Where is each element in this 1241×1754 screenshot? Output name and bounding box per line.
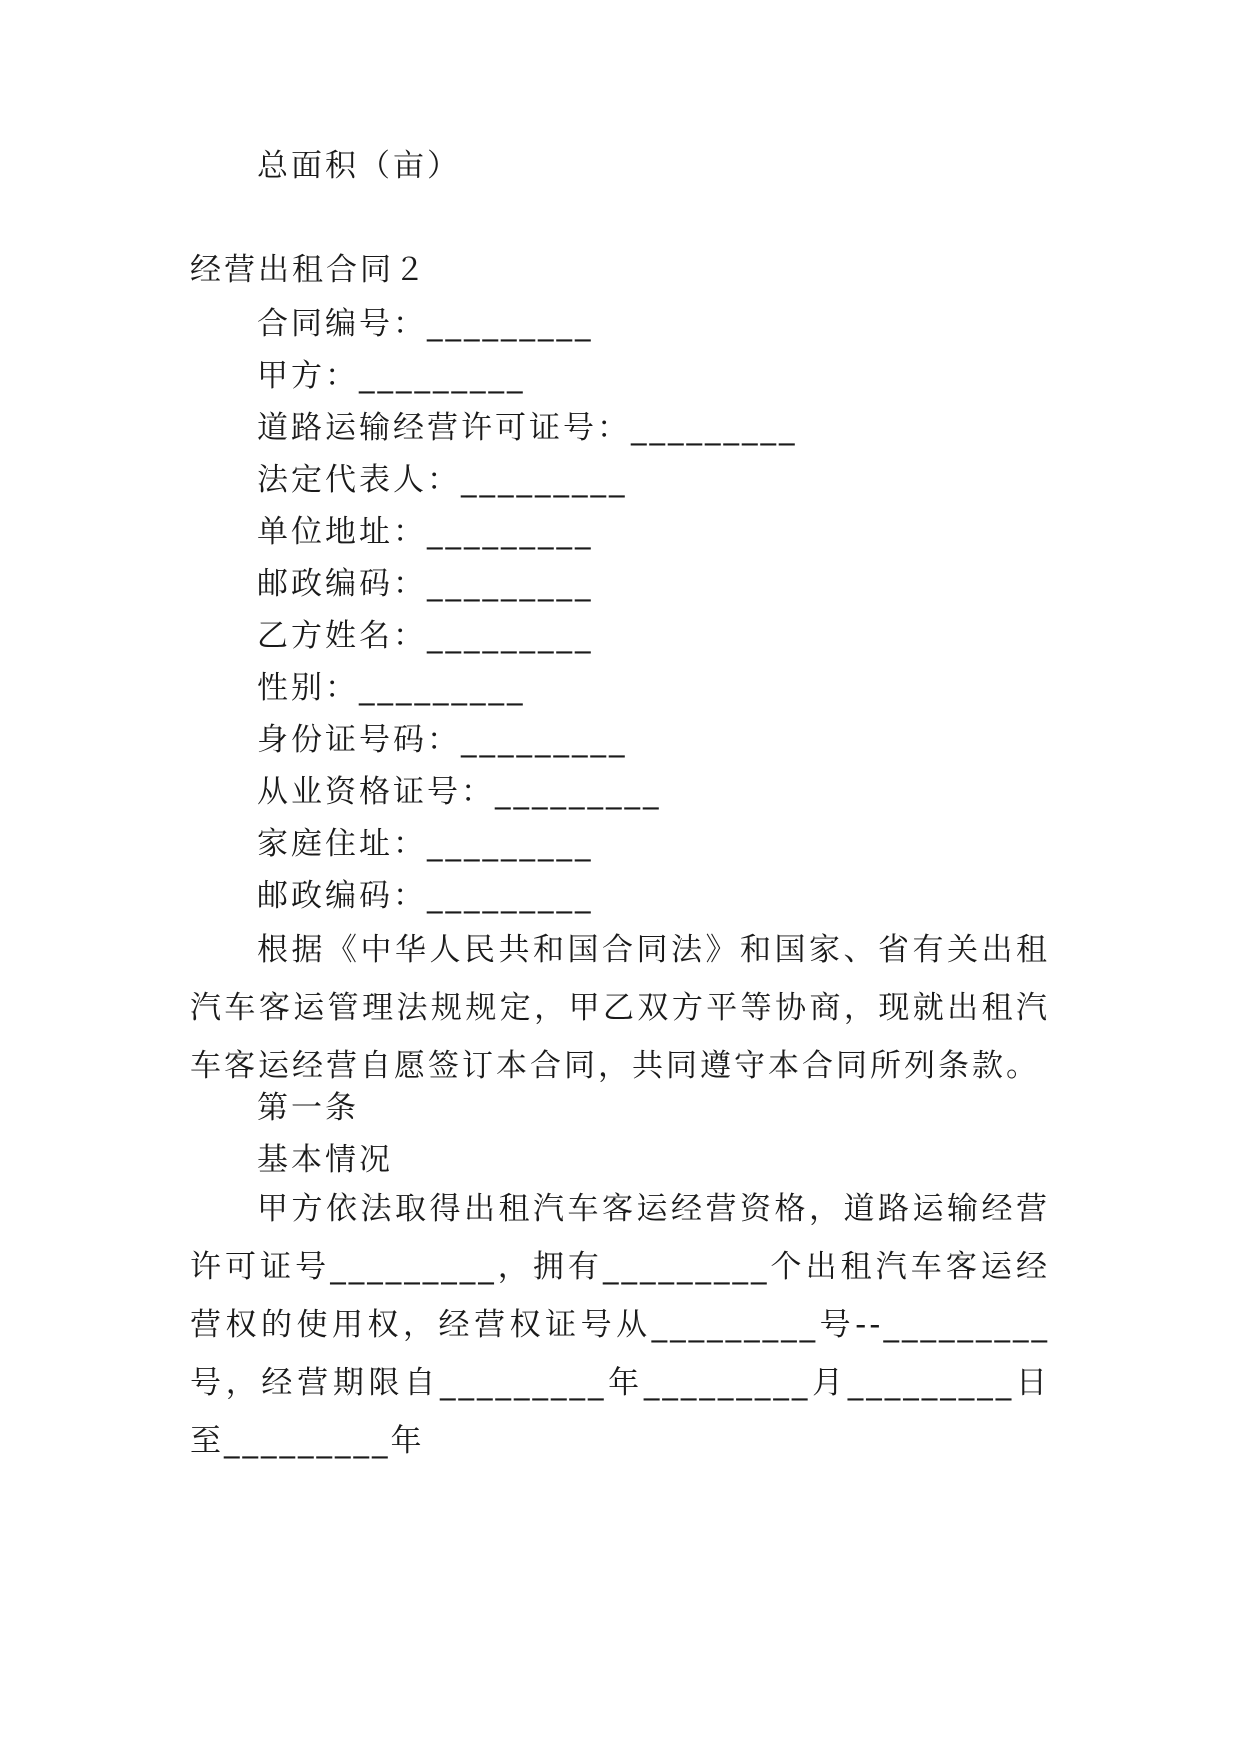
field-label: 从业资格证号： — [257, 774, 495, 810]
field-blank: _________ — [461, 722, 628, 758]
field-blank: _________ — [359, 670, 526, 706]
field-party-a — [257, 356, 526, 396]
field-legal-representative — [257, 460, 628, 500]
field-label: 邮政编码： — [257, 878, 427, 914]
field-label: 乙方姓名： — [257, 618, 427, 654]
field-home-address — [257, 824, 594, 864]
field-transport-license-number — [257, 408, 798, 448]
field-label: 性别： — [257, 670, 359, 706]
field-blank: _________ — [427, 826, 594, 862]
total-area-label: 总面积（亩） — [257, 148, 461, 184]
field-blank: _________ — [495, 774, 662, 810]
field-blank: _________ — [359, 358, 526, 394]
field-postal-code-a — [257, 564, 594, 604]
field-blank: _________ — [427, 618, 594, 654]
field-qualification-number — [257, 772, 662, 812]
field-blank: _________ — [461, 462, 628, 498]
article-1-heading: 基本情况 — [257, 1142, 393, 1178]
field-label: 身份证号码： — [257, 722, 461, 758]
field-label: 单位地址： — [257, 514, 427, 550]
article-1-number: 第一条 — [257, 1090, 359, 1126]
field-company-address — [257, 512, 594, 552]
field-postal-code-b — [257, 876, 594, 916]
field-label: 甲方： — [257, 358, 359, 394]
field-label: 邮政编码： — [257, 566, 427, 602]
field-blank: _________ — [427, 878, 594, 914]
field-label: 法定代表人： — [257, 462, 461, 498]
field-label: 合同编号： — [257, 306, 427, 342]
field-party-b-name — [257, 616, 594, 656]
field-blank: _________ — [631, 410, 798, 446]
field-label: 家庭住址： — [257, 826, 427, 862]
field-contract-number — [257, 304, 594, 344]
field-gender — [257, 668, 526, 708]
field-blank: _________ — [427, 514, 594, 550]
preamble-paragraph: 根据《中华人民共和国合同法》和国家、省有关出租汽车客运管理法规规定，甲乙双方平等协商，现就出租汽车客运经营自愿签订本合同，共同遵守本合同所列条款。 — [190, 932, 1050, 1084]
field-blank: _________ — [427, 566, 594, 602]
contract-title: 经营出租合同２ — [190, 252, 428, 288]
field-label: 道路运输经营许可证号： — [257, 410, 631, 446]
field-blank: _________ — [427, 306, 594, 342]
field-id-number — [257, 720, 628, 760]
article-1-body: 甲方依法取得出租汽车客运经营资格，道路运输经营许可证号_________，拥有_________个出租汽车客运经营权的使用权，经营权证号从_________号--_________号，经营期限自_________年_________月_________日至_________年 — [190, 1191, 1050, 1459]
